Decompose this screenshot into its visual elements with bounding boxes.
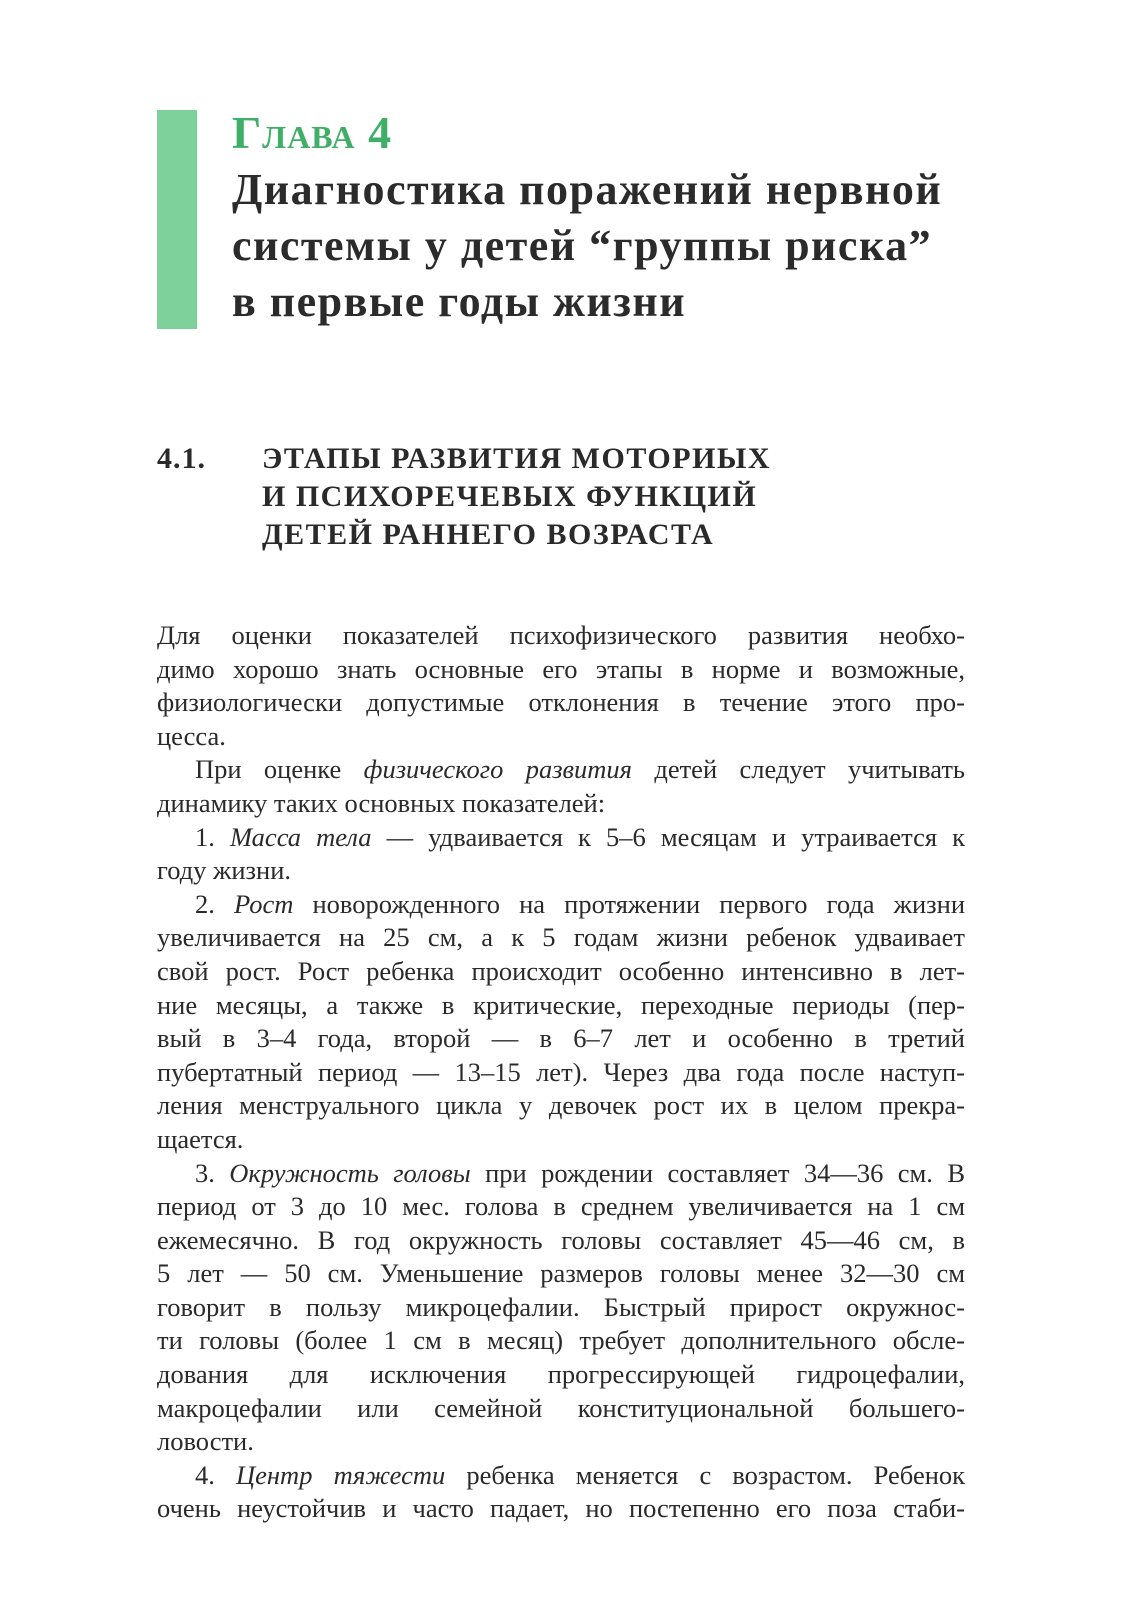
body-text-span: новорожденного на протяжении первого года жизни	[293, 888, 966, 919]
body-text-span: — удваивается к 5–6 месяцам и утраивается к	[371, 821, 966, 852]
chapter-label	[232, 106, 392, 160]
body-text-span: 4.	[195, 1459, 237, 1490]
section-title-line: И ПСИХОРЕЧЕВЫХ ФУНКЦИЙ	[262, 480, 758, 513]
body-text	[157, 619, 965, 1526]
body-italic-term: Масса тела	[229, 821, 372, 852]
chapter-title-line: в первые годы жизни	[232, 277, 687, 326]
body-line: ние месяцы, а также в критические, переходные периоды (пер-	[157, 989, 965, 1020]
body-line: году жизни.	[157, 855, 292, 886]
body-line	[157, 888, 965, 922]
section-title	[262, 440, 771, 554]
body-line: цесса.	[157, 720, 226, 751]
section-title-line: ЭТАПЫ РАЗВИТИЯ МОТОРИЫХ	[262, 442, 772, 475]
body-text-span: детей следует учитывать	[632, 754, 966, 785]
chapter-title-line: Диагностика поражений нервной	[232, 165, 943, 214]
body-text-span: при рождении составляет 34—36 см. В	[470, 1157, 966, 1188]
body-line: димо хорошо знать основные его этапы в норме и возможные,	[157, 653, 965, 684]
body-line: свой рост. Рост ребенка происходит особенно интенсивно в лет-	[157, 955, 965, 986]
body-italic-term: Окружность головы	[229, 1157, 471, 1188]
body-italic-term: Рост	[234, 888, 294, 919]
body-line: динамику таких основных показателей:	[157, 787, 606, 818]
body-line: макроцефалии или семейной конституциональной большего-	[157, 1392, 965, 1423]
section-title-line: ДЕТЕЙ РАННЕГО ВОЗРАСТА	[262, 518, 715, 551]
body-line: дования для исключения прогрессирующей гидроцефалии,	[157, 1359, 965, 1390]
chapter-title-line: системы у детей “группы риска”	[232, 221, 933, 270]
body-line: вый в 3–4 года, второй — в 6–7 лет и особенно в третий	[157, 1023, 965, 1054]
body-line: очень неустойчив и часто падает, но постепенно его поза стаби-	[157, 1493, 965, 1524]
body-text-span: ребенка меняется с возрастом. Ребенок	[445, 1459, 966, 1490]
body-text-span: 1.	[195, 821, 230, 852]
section-number: 4.1.	[157, 442, 206, 475]
body-line: пубертатный период — 13–15 лет). Через два года после наступ-	[157, 1056, 965, 1087]
body-line	[157, 1459, 965, 1493]
body-line: щается.	[157, 1123, 244, 1154]
body-text-span: 3.	[195, 1157, 230, 1188]
body-line: ления менструального цикла у девочек рост их в целом прекра-	[157, 1090, 965, 1121]
body-italic-term: физического развития	[363, 754, 632, 785]
body-line	[157, 753, 965, 787]
body-line: ловости.	[157, 1426, 254, 1457]
body-line: период от 3 до 10 мес. голова в среднем увеличивается на 1 см	[157, 1191, 965, 1222]
body-italic-term: Центр тяжести	[236, 1459, 446, 1490]
chapter-label-text: Глава 4	[232, 107, 393, 158]
body-line: говорит в пользу микроцефалии. Быстрый прирост окружнос-	[157, 1291, 965, 1322]
body-line	[157, 821, 965, 855]
body-line: Для оценки показателей психофизического развития необхо-	[157, 620, 965, 650]
body-line: 5 лет — 50 см. Уменьшение размеров головы менее 32—30 см	[157, 1258, 965, 1289]
body-line: физиологически допустимые отклонения в течение этого про-	[157, 687, 965, 718]
body-text-span: При оценке	[195, 754, 364, 785]
body-line: увеличивается на 25 см, а к 5 годам жизни ребенок удваивает	[157, 922, 965, 953]
body-line: ежемесячно. В год окружность головы составляет 45—46 см, в	[157, 1224, 965, 1255]
body-line	[157, 1157, 965, 1191]
body-line: ти головы (более 1 см в месяц) требует дополнительного обсле-	[157, 1325, 965, 1356]
chapter-title	[232, 162, 992, 330]
chapter-accent-bar	[157, 110, 197, 329]
body-text-span: 2.	[195, 888, 234, 919]
